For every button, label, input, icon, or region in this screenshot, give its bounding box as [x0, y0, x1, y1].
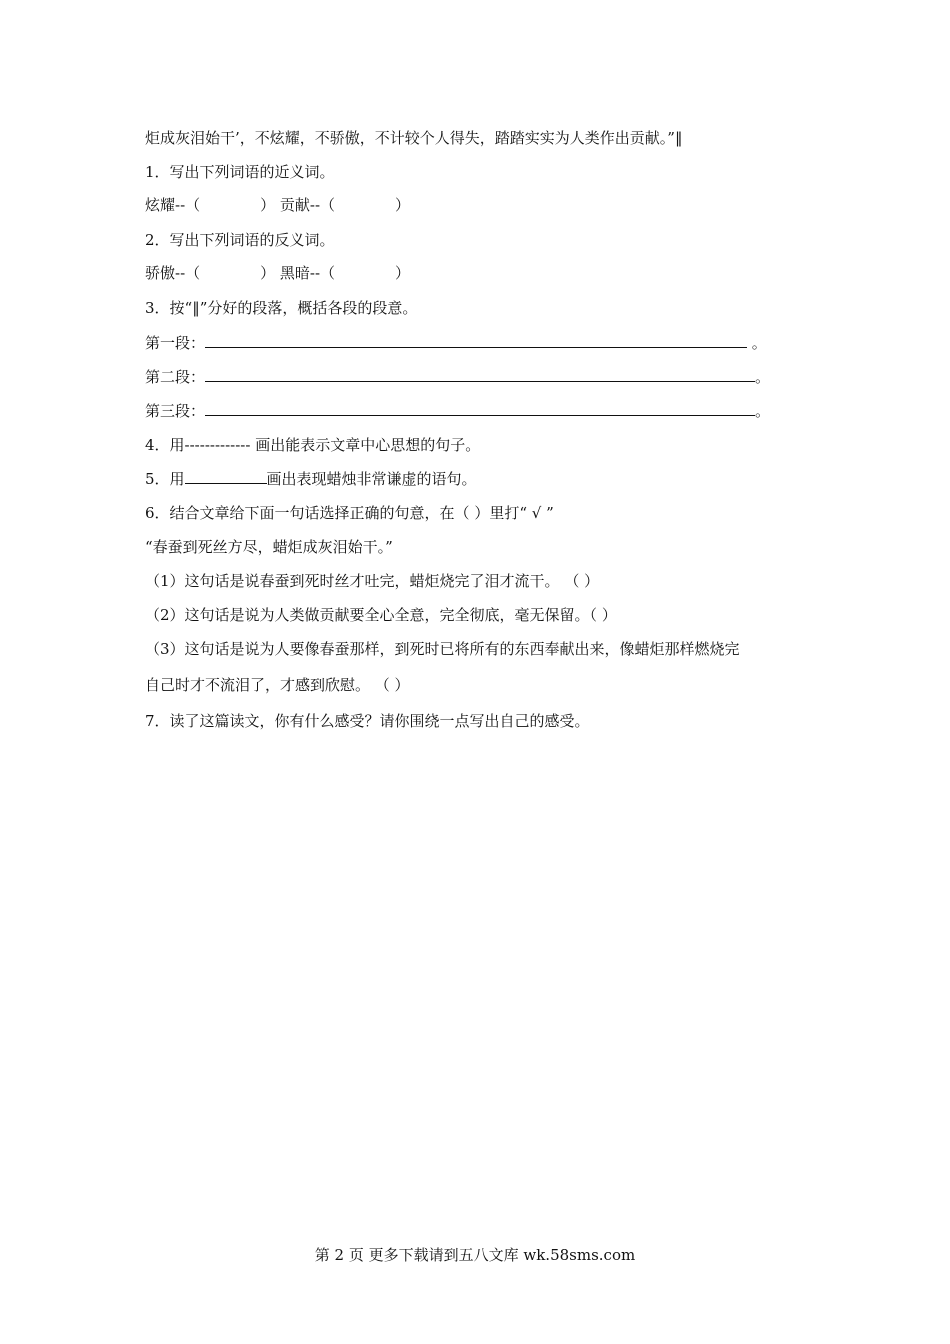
question-6-option-3[interactable]: （3）这句话是说为人要像春蚕那样，到死时已将所有的东西奉献出来，像蜡炬那样燃烧完	[145, 640, 740, 658]
question-5-prefix: 5．用	[145, 470, 185, 488]
question-6-option-1[interactable]: （1）这句话是说春蚕到死时丝才吐完，蜡炬烧完了泪才流干。 （ ）	[145, 572, 600, 590]
question-1: 1．写出下列词语的近义词。	[145, 163, 335, 181]
paragraph-1-period: 。	[747, 334, 767, 352]
question-4: 4．用------------- 画出能表示文章中心思想的句子。	[145, 436, 481, 454]
paragraph-1-blank[interactable]	[205, 333, 747, 348]
paragraph-2-blank[interactable]	[205, 367, 755, 382]
page-footer: 第 2 页 更多下载请到五八文库 wk.58sms.com	[314, 1246, 636, 1264]
paragraph-2-label: 第二段：	[145, 368, 206, 386]
question-6: 6．结合文章给下面一句话选择正确的句意，在（ ）里打“ √ ”	[145, 504, 554, 522]
question-5	[145, 469, 477, 489]
question-7: 7．读了这篇读文，你有什么感受？请你围绕一点写出自己的感受。	[145, 712, 590, 730]
question-2: 2．写出下列词语的反义词。	[145, 231, 335, 249]
underline-sample	[185, 469, 267, 484]
paragraph-3-blank[interactable]	[205, 401, 755, 416]
question-2-answers: 骄傲--（ ） 黑暗--（ ）	[145, 264, 411, 282]
question-1-answers: 炫耀--（ ） 贡献--（ ）	[145, 196, 411, 214]
passage-continuation: 炬成灰泪始干’，不炫耀，不骄傲，不计较个人得失，踏踏实实为人类作出贡献。”‖	[145, 129, 683, 147]
question-3: 3．按“‖”分好的段落，概括各段的段意。	[145, 299, 418, 317]
question-5-suffix: 画出表现蜡烛非常谦虚的语句。	[266, 470, 477, 488]
paragraph-1-label: 第一段：	[145, 334, 206, 352]
question-6-option-2[interactable]: （2）这句话是说为人类做贡献要全心全意，完全彻底，毫无保留。（ ）	[145, 606, 617, 624]
question-6-option-3-cont: 自己时才不流泪了，才感到欣慰。 （ ）	[145, 676, 410, 694]
paragraph-2-summary	[145, 367, 770, 387]
paragraph-2-period: 。	[755, 368, 771, 386]
paragraph-3-period: 。	[755, 402, 771, 420]
paragraph-1-summary	[145, 333, 767, 353]
question-6-quote: “春蚕到死丝方尽，蜡炬成灰泪始干。”	[145, 538, 393, 556]
paragraph-3-label: 第三段：	[145, 402, 206, 420]
paragraph-3-summary	[145, 401, 770, 421]
